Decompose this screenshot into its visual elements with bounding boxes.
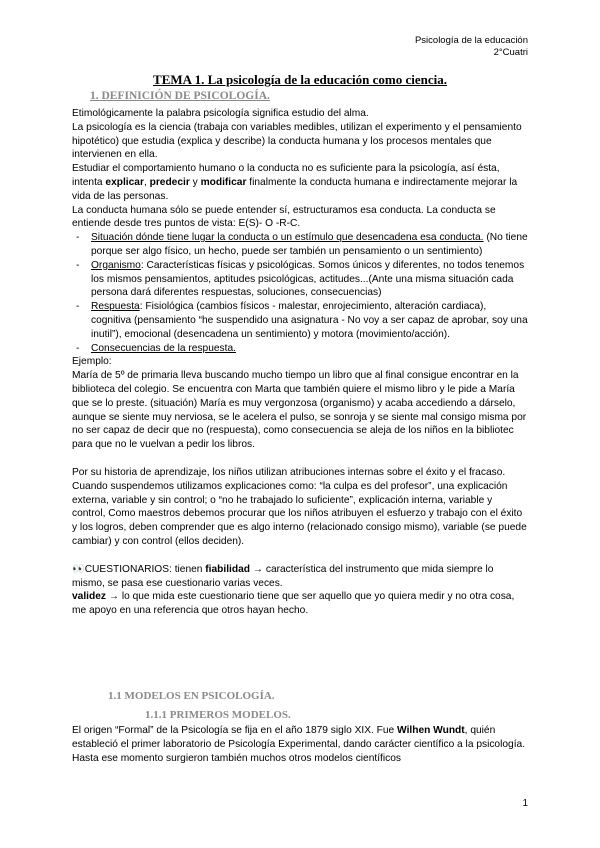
header-term: 2°Cuatri — [493, 47, 528, 58]
paragraph-etimologia: Etimológicamente la palabra psicología significa estudio del alma. — [72, 108, 369, 119]
paragraph-origen: El origen “Formal” de la Psicología se fija en el año 1879 siglo XIX. Fue Wilhen Wundt, quién estableció el primer laboratorio de Psicología Experimental, dando carácter científico a la psicología. Hasta ese momento surgieron también muchos otros modelos científicos — [72, 725, 526, 764]
main-text — [72, 107, 528, 618]
paragraph-historia: Por su historia de aprendizaje, los niños utilizan atribuciones internas sobre el éxito y el fracaso. Cuando suspendemos utilizamos explicaciones como: “la culpa es del profesor”, una explicación externa, variable y sin control; o “no he trabajado lo suficiente”, explicación interna, variable y control, Como maestros debemos procurar que los niños atribuyen el esfuerzo y trabajo con el éxito y los logros, deben comprender que es algo interno (relacionado consigo mismo), variable (se puede cambiar) y con control (ellos deciden). — [72, 466, 527, 547]
ejemplo-label: Ejemplo: — [72, 356, 112, 368]
paragraph-ciencia: La psicología es la ciencia (trabaja con variables medibles, utilizan el experimento y el pensamiento hipotético) que estudia (explica y describe) la conducta humana y los procesos mentales que intervienen en ella. — [72, 121, 522, 161]
paragraph-comportamiento: Estudiar el comportamiento humano o la conducta no es suficiente para la psicología, así ésta, intenta explicar, predecir y modificar finalmente la conducta humana e indirectamente mejorar la vida de las personas. — [72, 163, 518, 202]
section-heading-primeros-modelos: 1.1.1 PRIMEROS MODELOS. — [145, 709, 291, 721]
paragraph-cuestionarios: 👀CUESTIONARIOS: tienen fiabilidad → característica del instrumento que mida siempre lo mismo, se pasa ese cuestionario varias veces. — [72, 563, 494, 589]
paragraph-conducta: La conducta humana sólo se puede entender sí, estructuramos esa conducta. La conducta se entiende desde tres puntos de vista: E(S)- O -R-C. — [72, 204, 496, 230]
paragraph-ejemplo: María de 5º de primaria lleva buscando mucho tiempo un libro que al final consigue encontrar en la biblioteca del colegio. Se encuentra con Marta que también quiere el mismo libro y le pide a María que se lo preste. (situación) María es muy vergonzosa (organismo) y acaba accediendo a dárselo, aunque se siente muy nerviosa, se le acelera el pulso, se sonroja y se siente mal consigo misma por no ser capaz de decir que no (respuesta), como consecuencia se aleja de los niños en la bibliotec para que no le vuelvan a pedir los libros. — [72, 370, 527, 451]
section-heading-modelos: 1.1 MODELOS EN PSICOLOGÍA. — [108, 690, 275, 702]
page-number: 1 — [522, 798, 528, 809]
section-heading-definicion: 1. DEFINICIÓN DE PSICOLOGÍA. — [90, 90, 270, 102]
header-course: Psicología de la educación — [414, 35, 528, 46]
dash-list — [72, 231, 528, 355]
origen-text — [72, 724, 528, 765]
list-item: - Respuesta: Fisiológica (cambios físicos - malestar, enrojecimiento, alteración cardiaca), cognitiva (pensamiento “he suspendido una asignatura - No voy a ser capaz de aprobar, soy una inutil”), emocional (desencadena un sentimiento) y motora (movimiento/acción). — [76, 301, 528, 340]
paragraph-validez: validez → lo que mida este cuestionario tiene que ser aquello que yo quiera medir y no otra cosa, me apoyo en una referencia que otros hayan hecho. — [72, 591, 515, 617]
eyes-icon: 👀 — [72, 563, 85, 575]
list-item: - Organismo: Características físicas y psicológicas. Somos únicos y diferentes, no todos tenemos los mismos pensamientos, aptitudes psicológicas, actitudes...(Ante una misma situación cada persona dará diferentes respuestas, soluciones, consecuencias) — [76, 259, 525, 299]
list-item: - Situación dónde tiene lugar la conducta o un estímulo que desencadena esa conducta. (No tiene porque ser algo físico, un hecho, puede ser también un pensamiento o un sentimiento) — [76, 232, 528, 257]
page-title: TEMA 1. La psicología de la educación como ciencia. — [153, 72, 447, 87]
list-item: - Consecuencias de la respuesta. — [76, 342, 236, 354]
